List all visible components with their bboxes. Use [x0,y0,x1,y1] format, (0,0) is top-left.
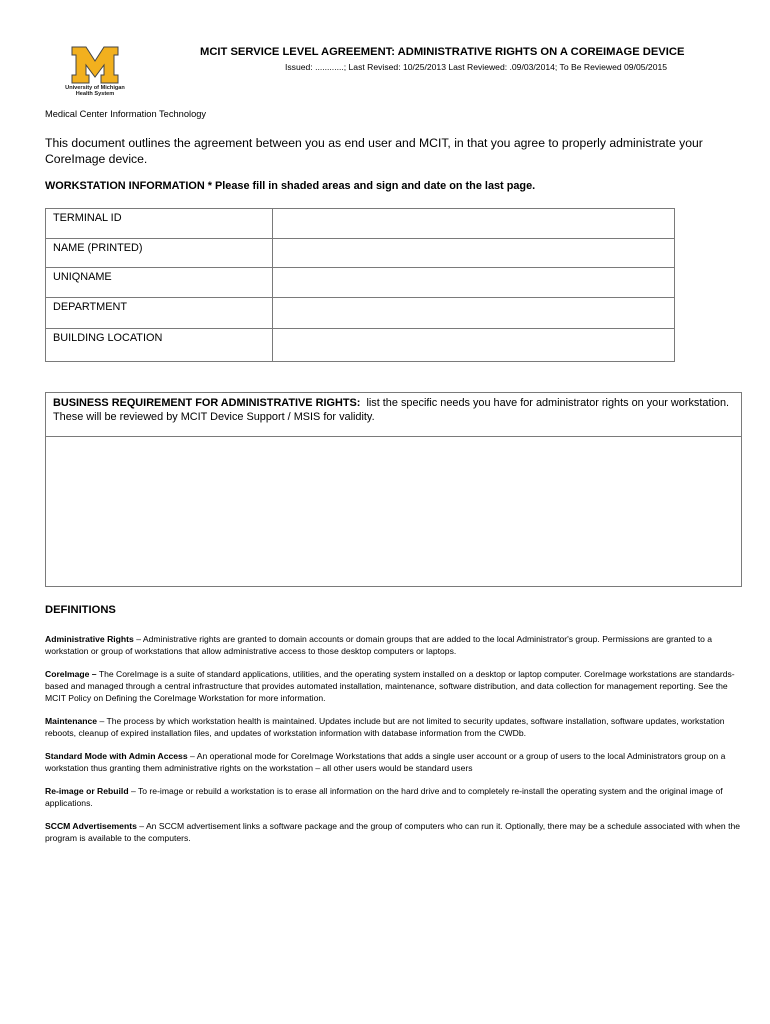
definition-term: CoreImage – [45,669,97,680]
definition-text: An operational mode for CoreImage Workstations that adds a single user account or a group of users to the local Administrators group on a workstation thus granting them administrative rights on the workstation – all other users would be standard users [45,751,726,773]
intro-paragraph: This document outlines the agreement between you as end user and MCIT, in that you agree to properly administrate your CoreImage device. [45,136,703,166]
definition-text: The CoreImage is a suite of standard applications, utilities, and the operating system installed on a desktop or laptop computer. CoreImage workstations are standards-based and managed through a central infrastructure that provides automated installation, maintenance, software distribution, and data collection for management reporting. See the MCIT Policy on Defining the CoreImage Workstation for more information. [45,669,735,703]
definition-term: Standard Mode with Admin Access [45,751,188,762]
business-requirement-prompt [46,393,741,437]
logo-line-2: Health System [75,91,115,98]
definition-text: Administrative rights are granted to domain accounts or domain groups that are added to the local Administrator's group. Permissions are granted to a workstation or group of workstations that allow administrative access to those desktop computers or laptops. [45,634,713,656]
name-printed-label: NAME (PRINTED) [46,239,273,268]
definition-text: An SCCM advertisement links a software package and the group of computers who can run it. Optionally, there may be a schedule associated with when the program is available to the computers. [45,821,741,844]
workstation-heading: WORKSTATION INFORMATION * Please fill in shaded areas and sign and date on the last page. [45,180,536,192]
definition-term: Administrative Rights [45,634,134,644]
business-requirement-heading: BUSINESS REQUIREMENT FOR ADMINISTRATIVE RIGHTS: [53,397,361,409]
uniqname-label: UNIQNAME [46,268,273,298]
definitions-heading: DEFINITIONS [45,604,116,616]
document-title: MCIT SERVICE LEVEL AGREEMENT: ADMINISTRATIVE RIGHTS ON A COREIMAGE DEVICE [200,46,685,58]
definition-item [45,669,750,704]
business-requirement-field[interactable] [46,437,741,586]
definition-item [45,716,750,740]
definition-separator: – [133,634,143,644]
university-logo [60,46,130,98]
definition-separator: – [97,715,107,726]
definition-text: To re-image or rebuild a workstation is to erase all information on the hard drive and to completely re-install the operating system and the original image of applications. [45,786,723,808]
table-row [46,329,675,362]
terminal-id-field[interactable] [273,209,675,239]
definition-term: Maintenance [45,715,98,726]
terminal-id-label: TERMINAL ID [46,209,273,239]
definition-item [45,751,750,775]
logo-text [60,85,130,98]
uniqname-field[interactable] [273,268,675,298]
building-location-label: BUILDING LOCATION [46,329,273,362]
business-requirement-instructions: list the specific needs you have for administrator rights on your workstation. These will be reviewed by MCIT Device Support / MSIS for validity. [53,397,730,423]
workstation-info-table [45,208,675,362]
logo-line-1: University of Michigan [65,85,125,91]
revision-info: Issued: ............; Last Revised: 10/25/2013 Last Reviewed: .09/03/2014; To Be Reviewed 09/05/2015 [285,62,668,72]
department-label: DEPARTMENT [46,298,273,329]
definition-item [45,821,750,845]
table-row [46,209,675,239]
name-printed-field[interactable] [273,239,675,268]
definition-item [45,634,750,658]
definition-separator: – [128,786,138,797]
definitions-list [45,634,750,856]
block-m-logo-icon [71,46,119,84]
building-location-field[interactable] [273,329,675,362]
table-row [46,298,675,329]
table-row [46,239,675,268]
business-requirement-box [45,392,742,587]
definition-separator: – [136,821,146,832]
definition-item [45,786,750,810]
definition-separator: – [187,751,197,762]
table-row [46,268,675,298]
department-field[interactable] [273,298,675,329]
department-name: Medical Center Information Technology [45,109,207,119]
definition-term: SCCM Advertisements [45,821,137,832]
definition-term: Re-image or Rebuild [45,786,129,797]
definition-text: The process by which workstation health is maintained. Updates include but are not limited to security updates, software installation, software updates, workstation reboots, cleanup of expired installation files, and updates of workstation information with database information from the CWDb. [45,715,725,738]
